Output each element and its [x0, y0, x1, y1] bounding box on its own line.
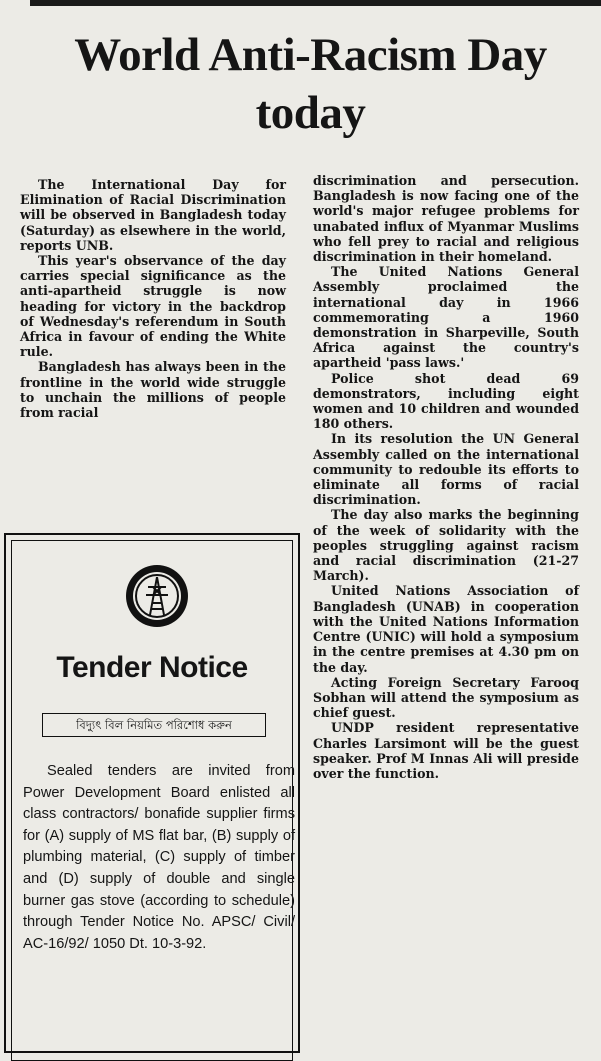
- article-column-right: [313, 173, 579, 781]
- paragraph: Bangladesh has always been in the frontline in the world wide struggle to unchain the millions of people from racial: [20, 359, 286, 421]
- paragraph: Acting Foreign Secretary Farooq Sobhan will attend the symposium as chief guest.: [313, 674, 579, 721]
- paragraph: Police shot dead 69 demonstrators, including eight women and 10 children and wounded 180 others.: [313, 370, 579, 432]
- paragraph: The day also marks the beginning of the week of solidarity with the peoples struggling against racism and racial discrimination (21-27 March).: [313, 507, 579, 584]
- paragraph: UNDP resident representative Charles Larsimont will be the guest speaker. Prof M Innas Ali will preside over the function.: [313, 720, 579, 781]
- paragraph: discrimination and persecution. Bangladesh is now facing one of the world's major refugee problems for unabated influx of Myanmar Muslims who fell prey to racial and religious discrimination in their homeland.: [313, 173, 579, 265]
- headline: World Anti-Racism Day today: [74, 29, 547, 139]
- top-rule: [30, 0, 601, 6]
- paragraph: The United Nations General Assembly proclaimed the international day in 1966 commemorating a 1960 demonstration in Sharpeville, South Africa against the country's apartheid 'pass laws.': [313, 264, 579, 371]
- paragraph: The International Day for Elimination of Racial Discrimination will be observed in Bangladesh today (Saturday) as elsewhere in the world, reports UNB.: [20, 177, 286, 253]
- paragraph: United Nations Association of Bangladesh (UNAB) in cooperation with the United Nations Information Centre (UNIC) will hold a symposium in the centre premises at 4.30 pm on the day.: [313, 583, 579, 675]
- article-column-left: [20, 177, 286, 420]
- paragraph: This year's observance of the day carries special significance as the anti-apartheid struggle is now heading for victory in the backdrop of Wednesday's referendum in South Africa in favour of ending the White rule.: [20, 253, 286, 360]
- ad-body: Sealed tenders are invited from Power Development Board enlisted all class contractors/ bonafide supplier firms for (A) supply of MS flat bar, (B) supply of plumbing material, (C) supply of timber and (D) supply of double and single burner gas stove (according to schedule) through Tender Notice No. APSC/ Civil/ AC-16/92/ 1050 Dt. 10-3-92.: [23, 763, 295, 952]
- power-pylon-seal-icon: [124, 563, 190, 629]
- tender-notice-ad: [4, 533, 300, 1053]
- bengali-slogan-box: বিদ্যুৎ বিল নিয়মিত পরিশোধ করুন: [42, 713, 266, 737]
- paragraph: In its resolution the UN General Assembly called on the international community to redouble its efforts to eliminate all forms of racial discrimination.: [313, 431, 579, 508]
- ad-title: Tender Notice: [56, 651, 248, 684]
- ad-inner-border: [11, 540, 293, 1061]
